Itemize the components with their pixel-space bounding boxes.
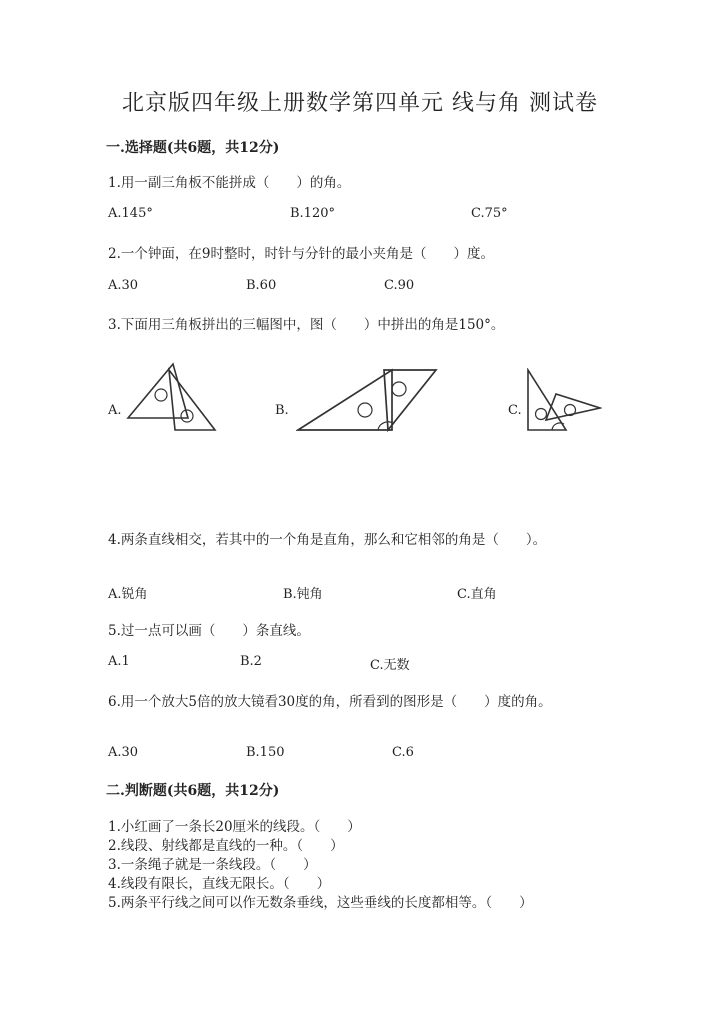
q2-option-c: C.90 <box>384 278 415 293</box>
fig-c-triangle-2 <box>546 394 600 420</box>
fig-b-hole-2 <box>392 382 406 396</box>
q2-option-b: B.60 <box>246 278 277 293</box>
triangle-figure-c <box>522 368 602 434</box>
q6-option-c: C.6 <box>392 745 414 760</box>
judge-item-5: 5.两条平行线之间可以作无数条垂线，这些垂线的长度都相等。（ ） <box>108 895 533 911</box>
fig-a-triangle-1 <box>128 364 188 418</box>
q6-option-a: A.30 <box>108 745 139 760</box>
judge-item-1: 1.小红画了一条长20厘米的线段。（ ） <box>108 819 361 835</box>
fig-a-triangle-2 <box>169 370 215 430</box>
q1-option-b: B.120° <box>290 206 335 221</box>
judge-item-2: 2.线段、射线都是直线的一种。（ ） <box>108 838 344 854</box>
q3-option-a: A. <box>108 403 122 418</box>
triangle-figure-a <box>125 360 217 434</box>
page-title: 北京版四年级上册数学第四单元 线与角 测试卷 <box>122 91 598 116</box>
fig-b-hole-1 <box>358 403 372 417</box>
q6-option-b: B.150 <box>246 745 285 760</box>
question-1: 1.用一副三角板不能拼成（ ）的角。 <box>108 175 351 191</box>
q4-option-b: B.钝角 <box>283 587 323 602</box>
q3-option-b: B. <box>275 403 289 418</box>
section-1-heading: 一.选择题(共6题，共12分) <box>106 140 280 156</box>
q5-option-a: A.1 <box>108 654 130 669</box>
q1-option-a: A.145° <box>108 206 153 221</box>
q4-option-a: A.锐角 <box>108 587 148 602</box>
fig-a-hole-1 <box>155 389 167 401</box>
question-4: 4.两条直线相交，若其中的一个角是直角，那么和它相邻的角是（ ）。 <box>108 532 547 548</box>
question-5: 5.过一点可以画（ ）条直线。 <box>108 623 310 639</box>
q3-option-c: C. <box>508 403 522 418</box>
q5-option-c: C.无数 <box>370 658 410 673</box>
triangle-figure-b <box>296 368 438 434</box>
judge-item-3: 3.一条绳子就是一条线段。（ ） <box>108 857 317 873</box>
q1-option-c: C.75° <box>471 206 508 221</box>
question-6: 6.用一个放大5倍的放大镜看30度的角，所看到的图形是（ ）度的角。 <box>108 694 552 710</box>
judge-item-4: 4.线段有限长，直线无限长。（ ） <box>108 876 331 892</box>
fig-c-hole-1 <box>536 409 547 420</box>
q2-option-a: A.30 <box>108 278 139 293</box>
section-2-heading: 二.判断题(共6题，共12分) <box>106 783 280 799</box>
question-3: 3.下面用三角板拼出的三幅图中，图（ ）中拼出的角是150°。 <box>108 317 505 333</box>
fig-c-triangle-1 <box>528 370 566 430</box>
q4-option-c: C.直角 <box>457 587 497 602</box>
q5-option-b: B.2 <box>240 654 262 669</box>
question-2: 2.一个钟面，在9时整时，时针与分针的最小夹角是（ ）度。 <box>108 246 494 262</box>
fig-b-triangle-1 <box>298 370 392 430</box>
